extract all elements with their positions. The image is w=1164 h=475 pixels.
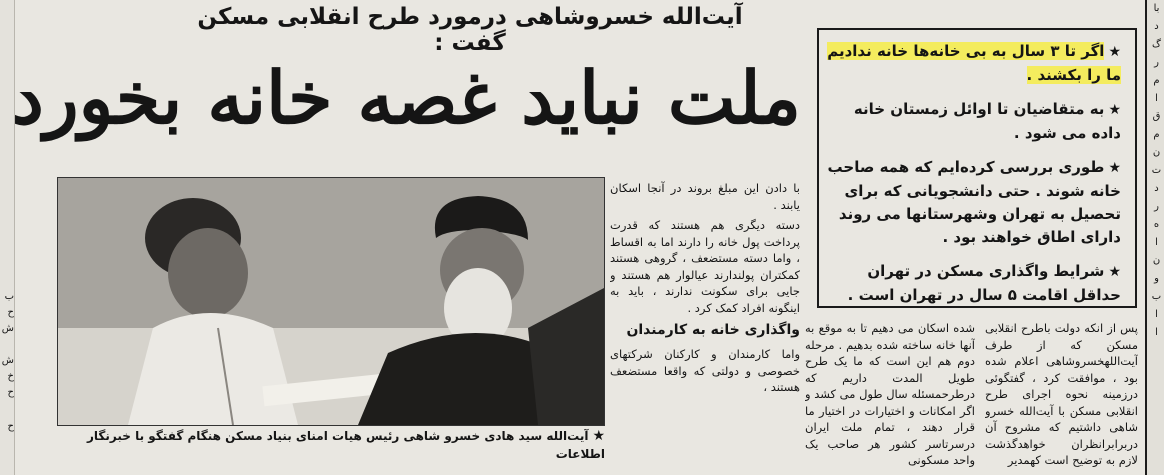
fragment-text: ح xyxy=(7,307,14,318)
fragment-text: م xyxy=(1153,75,1160,86)
star-bullet-icon: ★ xyxy=(1108,160,1121,176)
fragment-text: ن xyxy=(1152,255,1161,266)
fragment-text: ش xyxy=(1,355,14,366)
highlight-item xyxy=(827,260,1121,307)
paragraph: شده اسکان می دهیم تا به موقع به آنها خانه ساخته شده بدهیم . مرحله دوم هم این است که ما یک طرح طویل المدت داریم که درطرحمسئله سال طول می کشد و اگر امکانات و اختیارات در اختیار ما قرار دهند ، تمام ملت ایران درسرتاسر کشور هر صاحب یک واحد مسکونی xyxy=(805,321,975,467)
main-headline: ملت نباید غصه خانه بخورد xyxy=(11,55,801,140)
fragment-text: ا xyxy=(1155,237,1158,248)
fragment-text: خ xyxy=(7,371,14,382)
highlight-text: طوری بررسی کرده‌ایم که همه صاحب خانه شوند . حتی دانشجویانی که برای تحصیل به تهران وشهرستانها می روند دارای اطاق خواهند بود . xyxy=(827,158,1121,246)
photo-caption xyxy=(57,427,605,473)
fragment-text: ح xyxy=(7,421,14,432)
right-column-fragment xyxy=(1145,0,1164,475)
fragment-text: د xyxy=(1154,21,1159,32)
star-bullet-icon: ★ xyxy=(1108,102,1121,118)
star-bullet-icon: ★ xyxy=(592,428,605,444)
fragment-text: ب xyxy=(4,291,14,302)
highlight-text: به متقاضیان تا اوائل زمستان خانه داده می شود . xyxy=(853,100,1121,142)
article-column-bottom-right xyxy=(985,320,1138,475)
subheading: واگذاری خانه به کارمندان xyxy=(626,322,800,338)
star-bullet-icon: ★ xyxy=(1108,44,1121,60)
fragment-text: ا xyxy=(1155,327,1158,338)
paragraph: دسته دیگری هم هستند که قدرت پرداخت پول خانه را دارند اما به اقساط ، واما دسته مستضعف ، گروهی هستند کمکتران پولندارند عیالوار هم هستند و جایی برای سکونت ندارند ، باید به اینگونه افراد کمک کرد . xyxy=(610,218,800,315)
highlight-item xyxy=(827,156,1121,249)
highlight-item xyxy=(827,40,1121,87)
fragment-text: و xyxy=(1154,273,1159,284)
photo-illustration xyxy=(58,178,604,425)
highlight-text: اگر تا ۳ سال به بی خانه‌ها خانه ندادیم ما را بکشند . xyxy=(827,42,1121,84)
fragment-text: ح xyxy=(7,387,14,398)
paragraph: پس از انکه دولت باطرح انقلابی مسکن که از طرف آیت‌اللهخسروشاهی اعلام شده بود ، موافقت کرد ، گفتگوئی درزمینه نحوه اجرای طرح انقلابی مسکن با آیت‌الله خسرو شاهی داشتیم که مشروح آن دربرابرانظران خواهدگذشت لازم به توضیح است کهمدیر xyxy=(985,321,1138,467)
fragment-text: ش xyxy=(1,323,14,334)
fragment-text: ر xyxy=(1154,201,1159,212)
interview-photo xyxy=(57,177,605,426)
highlights-box xyxy=(817,28,1137,308)
highlight-item xyxy=(827,98,1121,145)
fragment-text: ت xyxy=(1151,165,1162,176)
highlight-text: شرایط واگذاری مسکن در تهران حداقل اقامت ۵ سال در تهران است . xyxy=(847,262,1121,304)
article-column-middle xyxy=(610,180,800,475)
fragment-text: ا xyxy=(1155,93,1158,104)
fragment-text: م xyxy=(1153,129,1160,140)
caption-text: آیت‌الله سید هادی خسرو شاهی رئیس هیات امنای بنیاد مسکن هنگام گفتگو با خبرنگار اطلاعات xyxy=(87,429,605,461)
fragment-text: د xyxy=(1154,183,1159,194)
fragment-text: ه xyxy=(1153,219,1160,230)
fragment-text: ق xyxy=(1152,111,1161,122)
fragment-text: ن xyxy=(1152,147,1161,158)
paragraph: با دادن این مبلغ بروند در آنجا اسکان یابند . xyxy=(610,181,800,212)
fragment-text: گ xyxy=(1152,39,1161,50)
star-bullet-icon: ★ xyxy=(1108,264,1121,280)
fragment-text: ا xyxy=(1155,309,1158,320)
fragment-text: ب xyxy=(1151,291,1162,302)
headline-kicker: آیت‌الله خسروشاهی درمورد طرح انقلابی مسکن گفت : xyxy=(197,4,743,56)
paragraph: واما کارمندان و کارکنان شرکتهای خصوصی و دولتی که واقعا مستضعف هستند ، xyxy=(610,347,800,394)
article-column-bottom-left xyxy=(805,320,975,475)
fragment-text: ر xyxy=(1154,57,1159,68)
fragment-text: با xyxy=(1153,3,1160,14)
